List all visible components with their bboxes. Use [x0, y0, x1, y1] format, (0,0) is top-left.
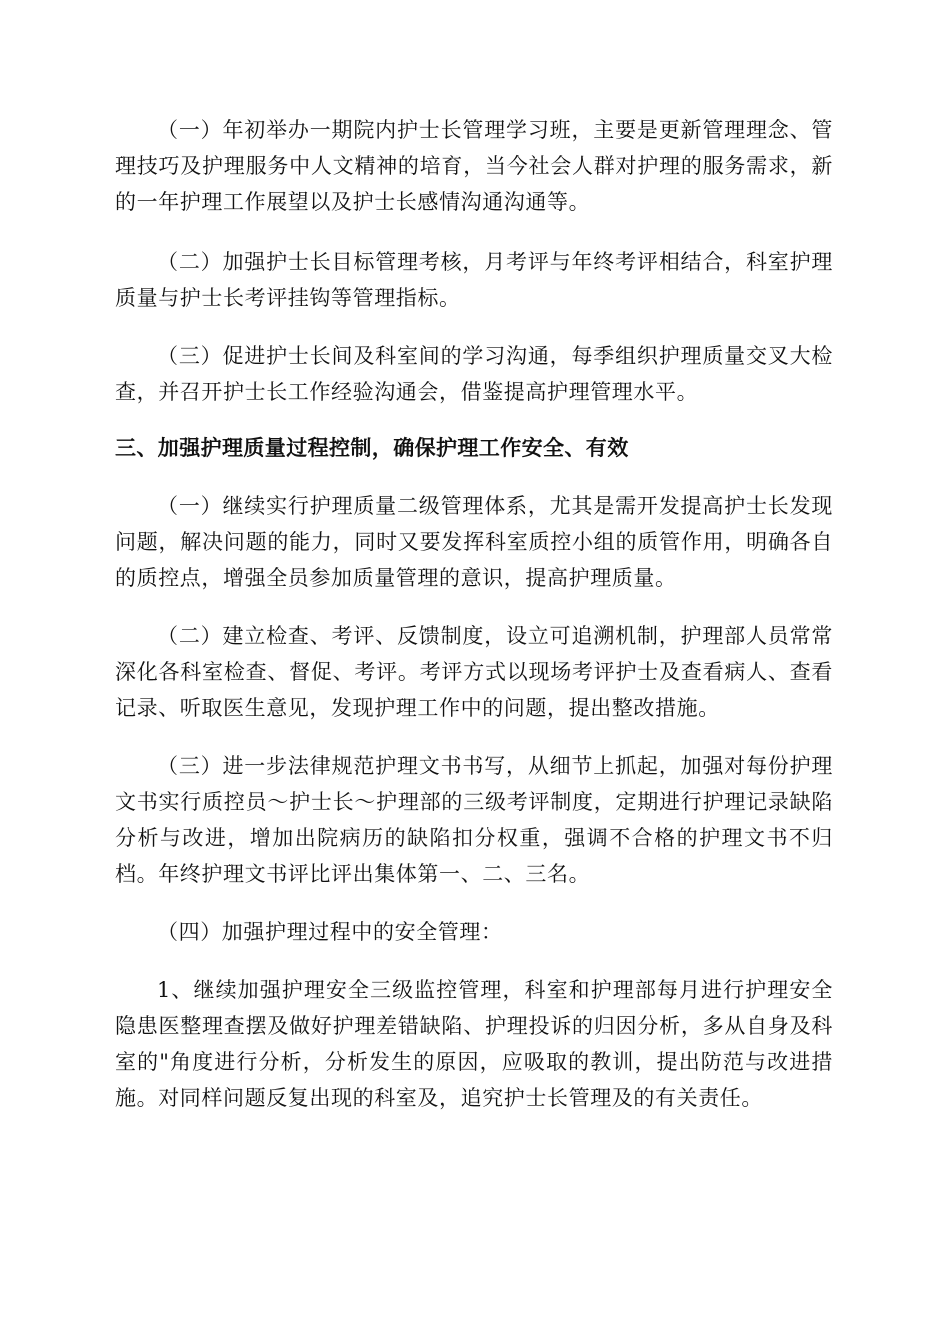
- paragraph-2: （二）加强护士长目标管理考核，月考评与年终考评相结合，科室护理质量与护士长考评挂钩等管理指标。: [115, 250, 833, 310]
- paragraph-5: （二）建立检查、考评、反馈制度，设立可追溯机制，护理部人员常常深化各科室检查、督促、考评。考评方式以现场考评护士及查看病人、查看记录、听取医生意见，发现护理工作中的问题，提出整改措施。: [115, 624, 833, 720]
- document-body: [115, 112, 833, 1138]
- paragraph-7: （四）加强护理过程中的安全管理：: [157, 920, 503, 944]
- paragraph-6: （三）进一步法律规范护理文书书写，从细节上抓起，加强对每份护理文书实行质控员～护士长～护理部的三级考评制度，定期进行护理记录缺陷分析与改进，增加出院病历的缺陷扣分权重，强调不合格的护理文书不归档。年终护理文书评比评出集体第一、二、三名。: [115, 754, 833, 886]
- paragraph-8: 1、继续加强护理安全三级监控管理，科室和护理部每月进行护理安全隐患医整理查摆及做好护理差错缺陷、护理投诉的归因分析，多从自身及科室的"角度进行分析，分析发生的原因，应吸取的教训，提出防范与改进措施。对同样问题反复出现的科室及，追究护士长管理及的有关责任。: [115, 978, 833, 1110]
- section-heading: 三、加强护理质量过程控制，确保护理工作安全、有效: [115, 436, 629, 460]
- paragraph-3: （三）促进护士长间及科室间的学习沟通，每季组织护理质量交叉大检查，并召开护士长工作经验沟通会，借鉴提高护理管理水平。: [115, 344, 833, 404]
- paragraph-1: （一）年初举办一期院内护士长管理学习班，主要是更新管理理念、管理技巧及护理服务中人文精神的培育，当今社会人群对护理的服务需求，新的一年护理工作展望以及护士长感情沟通沟通等。: [115, 118, 833, 214]
- paragraph-4: （一）继续实行护理质量二级管理体系，尤其是需开发提高护士长发现问题，解决问题的能力，同时又要发挥科室质控小组的质管作用，明确各自的质控点，增强全员参加质量管理的意识，提高护理质量。: [115, 494, 833, 590]
